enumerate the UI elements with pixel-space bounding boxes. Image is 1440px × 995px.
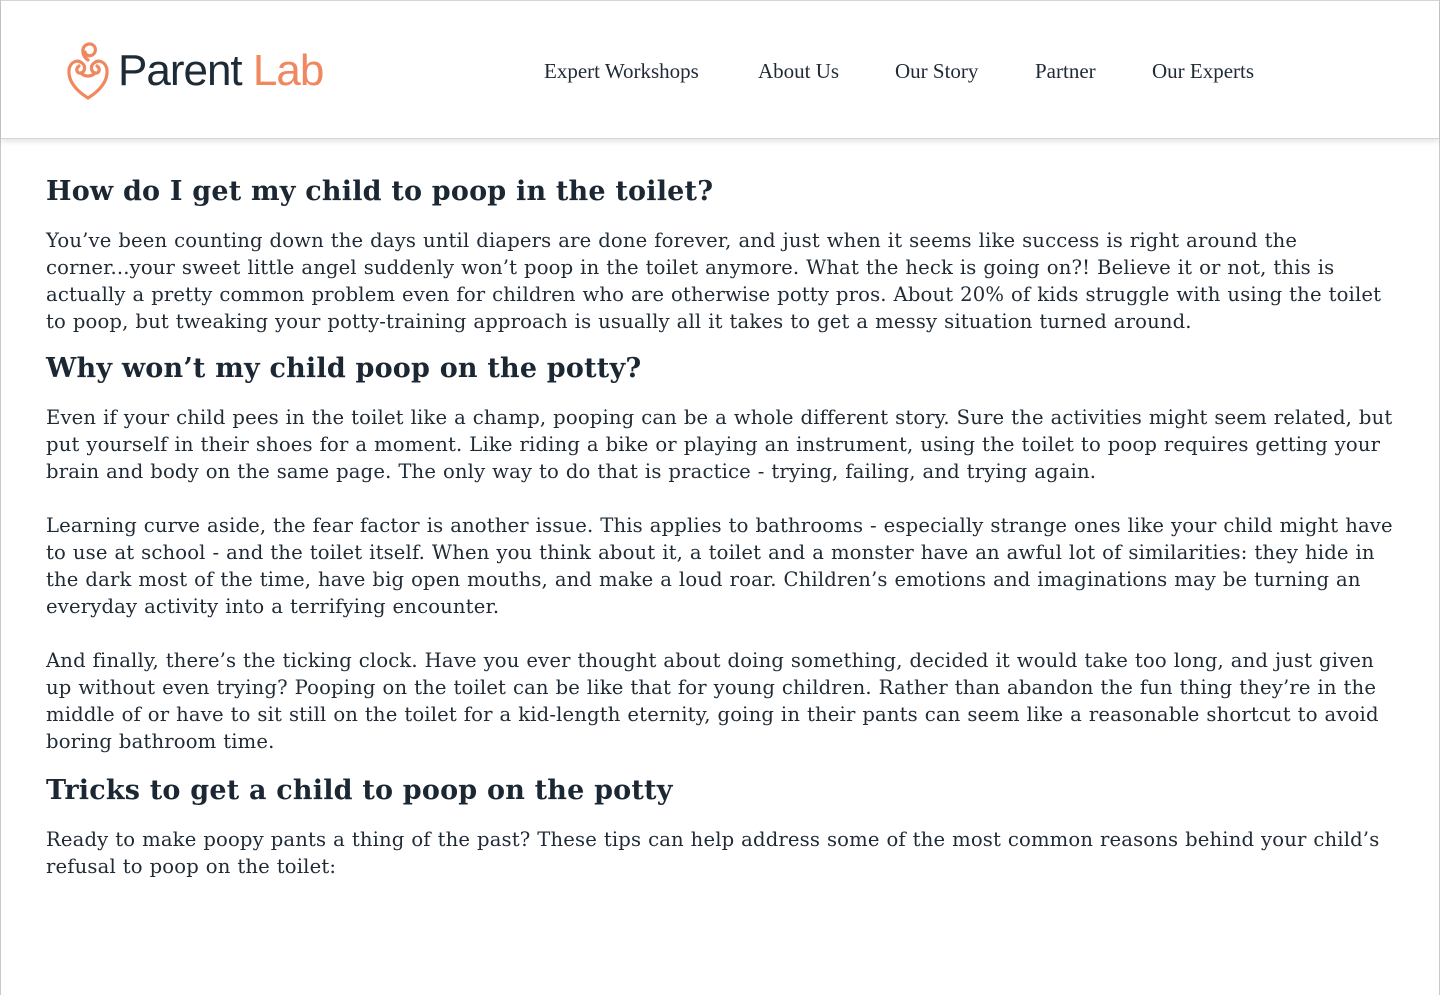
brand-name-part1: Parent [118, 46, 242, 95]
article-heading: Why won’t my child poop on the potty? [46, 353, 642, 384]
site-header [1, 0, 1439, 139]
nav-item-expert-workshops[interactable]: Expert Workshops [544, 59, 699, 83]
nav-item-about-us[interactable]: About Us [758, 59, 840, 83]
article-heading: How do I get my child to poop in the toilet? [46, 176, 714, 207]
article-paragraph: Ready to make poopy pants a thing of the past? These tips can help address some of the most common reasons behind your child’s refusal to poop on the toilet: [46, 828, 1380, 878]
article-body [46, 168, 1398, 880]
article-paragraph: Learning curve aside, the fear factor is another issue. This applies to bathrooms - especially strange ones like your child might have to use at school - and the toilet itself. When you think about it, a toilet and a monster have an awful lot of similarities: they hide in the dark most of the time, have big open mouths, and make a loud roar. Children’s emotions and imaginations may be turning an everyday activity into a terrifying encounter. [46, 514, 1393, 618]
article-heading: Tricks to get a child to poop on the potty [46, 775, 673, 806]
nav-item-partner[interactable]: Partner [1035, 59, 1096, 83]
nav-item-our-story[interactable]: Our Story [895, 59, 979, 83]
article-paragraph: And finally, there’s the ticking clock. Have you ever thought about doing something, decided it would take too long, and just given up without even trying? Pooping on the toilet can be like that for young children. Rather than abandon the fun thing they’re in the middle of or have to sit still on the toilet for a kid-length eternity, going in their pants can seem like a reasonable shortcut to avoid boring bathroom time. [46, 649, 1379, 753]
article-paragraph: You’ve been counting down the days until diapers are done forever, and just when it seems like success is right around the corner...your sweet little angel suddenly won’t poop in the toilet anymore. What the heck is going on?! Believe it or not, this is actually a pretty common problem even for children who are otherwise potty pros. About 20% of kids struggle with using the toilet to poop, but tweaking your potty-training approach is usually all it takes to get a messy situation turned around. [46, 229, 1382, 333]
nav-item-our-experts[interactable]: Our Experts [1152, 59, 1255, 83]
article-paragraph: Even if your child pees in the toilet like a champ, pooping can be a whole different story. Sure the activities might seem related, but put yourself in their shoes for a moment. Like riding a bike or playing an instrument, using the toilet to poop requires getting your brain and body on the same page. The only way to do that is practice - trying, failing, and trying again. [46, 406, 1393, 483]
main-nav [1, 57, 1439, 85]
brand-name-part2: Lab [252, 46, 324, 95]
